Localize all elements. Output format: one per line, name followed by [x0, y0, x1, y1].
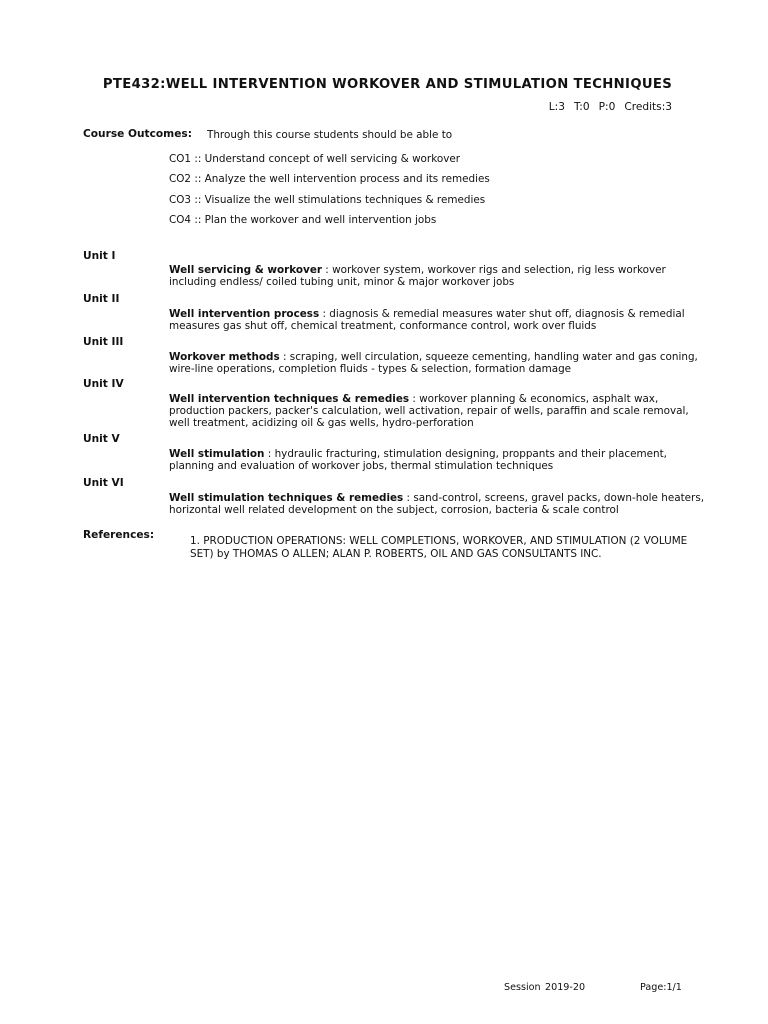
reference-item: 1. PRODUCTION OPERATIONS: WELL COMPLETIONS, WORKOVER, AND STIMULATION (2 VOLUME SET) by THOMAS O ALLEN; ALAN P. ROBERTS, OIL AND GAS CONSULTANTS INC.	[190, 535, 688, 560]
unit-text: diagnosis & remedial measures water shut off, diagnosis & remedial measures gas shut off, chemical treatment, conformance control, work over fluids	[169, 308, 685, 332]
unit-content: Well servicing & workover : workover system, workover rigs and selection, rig less workover including endless/ coiled tubing unit, minor & major workover jobs	[169, 264, 666, 288]
unit-content: Well stimulation techniques & remedies : sand-control, screens, gravel packs, down-hole heaters, horizontal well related development on the subject, corrosion, bacteria & scale control	[169, 492, 705, 516]
total-credits: Credits:3	[624, 101, 672, 113]
unit-text: scraping, well circulation, squeeze cementing, handling water and gas coning, wire-line operations, completion fluids - types & selection, formation damage	[169, 351, 698, 375]
lecture-hours: L:3	[548, 101, 565, 113]
tutorial-hours: T:0	[573, 101, 590, 113]
unit-content: Well stimulation : hydraulic fracturing, stimulation designing, proppants and their placement, planning and evaluation of workover jobs, thermal stimulation techniques	[169, 448, 667, 472]
outcome-item: CO2 :: Analyze the well intervention process and its remedies	[169, 173, 490, 185]
unit-text: workover system, workover rigs and selection, rig less workover including endless/ coiled tubing unit, minor & major workover jobs	[169, 264, 666, 288]
course-outcomes-label: Course Outcomes:	[83, 128, 192, 140]
unit-content: Well intervention process : diagnosis & remedial measures water shut off, diagnosis & remedial measures gas shut off, chemical treatment, conformance control, work over fluids	[169, 308, 685, 332]
course-title: PTE432:WELL INTERVENTION WORKOVER AND STIMULATION TECHNIQUES	[102, 77, 673, 92]
credit-info	[540, 101, 672, 113]
unit-heading: Well stimulation techniques & remedies	[169, 492, 404, 504]
unit-label: Unit I	[83, 250, 116, 262]
unit-label: Unit VI	[83, 477, 124, 489]
course-outcomes-intro: Through this course students should be able to	[207, 129, 453, 141]
session-label: Session	[504, 982, 541, 993]
unit-heading: Well intervention techniques & remedies	[169, 393, 410, 405]
unit-label: Unit III	[83, 336, 124, 348]
practical-hours: P:0	[598, 101, 616, 113]
unit-heading: Workover methods	[169, 351, 280, 363]
unit-label: Unit II	[83, 293, 120, 305]
unit-label: Unit IV	[83, 378, 124, 390]
unit-heading: Well stimulation	[169, 448, 265, 460]
unit-content: Well intervention techniques & remedies : workover planning & economics, asphalt wax, production packers, packer's calculation, well activation, repair of wells, paraffin and scale removal, well treatment, acidizing oil & gas wells, hydro-perforation	[169, 393, 689, 429]
unit-content: Workover methods : scraping, well circulation, squeeze cementing, handling water and gas coning, wire-line operations, completion fluids - types & selection, formation damage	[169, 351, 698, 375]
outcome-item: CO3 :: Visualize the well stimulations techniques & remedies	[169, 194, 486, 206]
unit-text: hydraulic fracturing, stimulation designing, proppants and their placement, planning and evaluation of workover jobs, thermal stimulation techniques	[169, 448, 667, 472]
outcome-item: CO4 :: Plan the workover and well intervention jobs	[169, 214, 437, 226]
session-value: 2019-20	[545, 982, 586, 993]
references-label: References:	[83, 529, 155, 541]
page-number: Page:1/1	[640, 982, 682, 993]
unit-text: workover planning & economics, asphalt wax, production packers, packer's calculation, well activation, repair of wells, paraffin and scale removal, well treatment, acidizing oil & gas wells, hydro-perforation	[169, 393, 689, 429]
outcome-item: CO1 :: Understand concept of well servicing & workover	[169, 153, 461, 165]
unit-heading: Well servicing & workover	[169, 264, 322, 276]
unit-heading: Well intervention process	[169, 308, 320, 320]
unit-text: sand-control, screens, gravel packs, down-hole heaters, horizontal well related development on the subject, corrosion, bacteria & scale control	[169, 492, 705, 516]
unit-label: Unit V	[83, 433, 120, 445]
